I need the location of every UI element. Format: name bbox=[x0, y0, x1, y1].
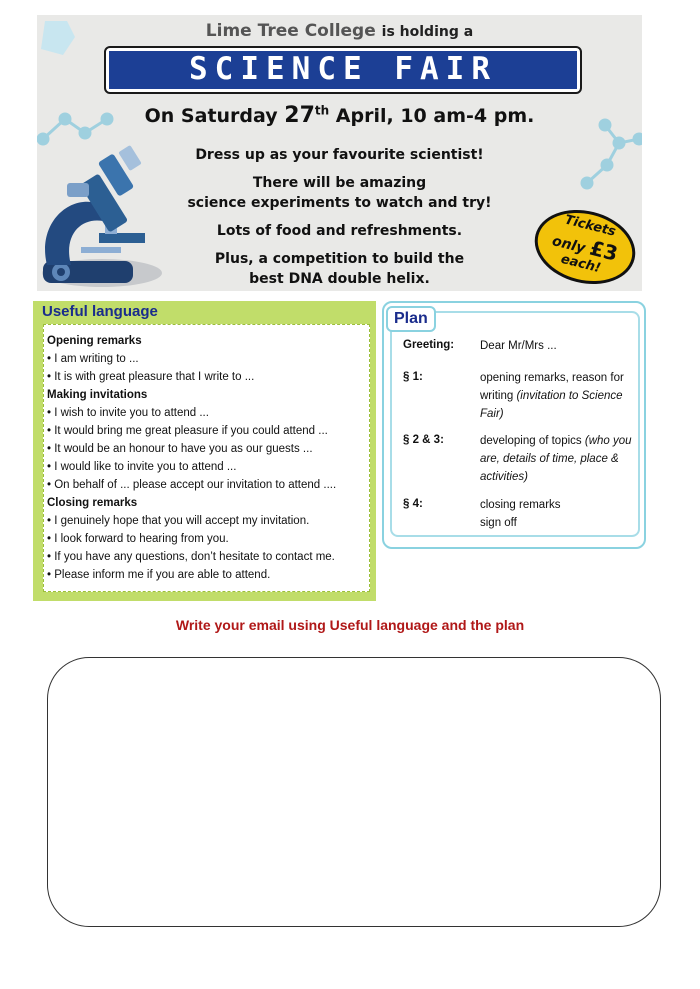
useful-language-header: Useful language bbox=[42, 303, 158, 320]
list-item: • It would bring me great pleasure if you could attend ... bbox=[47, 425, 328, 437]
date-rest: April, 10 am-4 pm. bbox=[335, 105, 535, 127]
writing-instruction: Write your email using Useful language and the plan bbox=[175, 617, 525, 633]
holding-text: is holding a bbox=[381, 24, 474, 40]
poster-line: best DNA double helix. bbox=[249, 271, 430, 287]
useful-language-box bbox=[33, 301, 376, 601]
poster-intro bbox=[37, 21, 642, 41]
poster-line: Dress up as your favourite scientist! bbox=[195, 147, 484, 163]
plan-text-p23 bbox=[480, 432, 635, 486]
plan-label-greeting: Greeting: bbox=[403, 339, 455, 351]
date-suffix: th bbox=[314, 103, 330, 118]
plan-note: (invitation to Science Fair) bbox=[480, 390, 623, 420]
poster-line: science experiments to watch and try! bbox=[187, 195, 492, 211]
plan-label-p1: § 1: bbox=[403, 371, 423, 383]
list-item: • It is with great pleasure that I write to ... bbox=[47, 371, 254, 383]
plan-text-signoff: sign off bbox=[480, 517, 517, 529]
date-day: 27 bbox=[284, 103, 315, 128]
ticket-price: £3 bbox=[587, 235, 621, 266]
fair-banner bbox=[104, 46, 582, 94]
fair-date bbox=[37, 103, 642, 128]
college-name: Lime Tree College bbox=[205, 21, 376, 41]
list-item: • Please inform me if you are able to attend. bbox=[47, 569, 270, 581]
ticket-only: only bbox=[550, 233, 587, 257]
useful-language-panel bbox=[43, 324, 370, 592]
poster-line: Plus, a competition to build the bbox=[214, 251, 465, 267]
ticket-line3: each! bbox=[559, 251, 603, 277]
fair-title: SCIENCE FAIR bbox=[109, 51, 577, 89]
opening-remarks-title: Opening remarks bbox=[47, 335, 142, 347]
plan-note: (who you are, details of time, place & activities) bbox=[480, 435, 632, 483]
ticket-line1: Tickets bbox=[563, 212, 618, 240]
list-item: • If you have any questions, don’t hesitate to contact me. bbox=[47, 551, 335, 563]
poster-line: Lots of food and refreshments. bbox=[216, 223, 463, 239]
plan-box bbox=[382, 301, 646, 549]
list-item: • I look forward to hearing from you. bbox=[47, 533, 229, 545]
closing-remarks-title: Closing remarks bbox=[47, 497, 138, 509]
science-fair-poster bbox=[37, 15, 642, 291]
plan-header: Plan bbox=[386, 306, 436, 332]
list-item: • I would like to invite you to attend ... bbox=[47, 461, 236, 473]
plan-label-p4: § 4: bbox=[403, 498, 423, 510]
plan-text-greeting bbox=[480, 337, 635, 355]
plan-text-p4 bbox=[480, 496, 635, 532]
plan-text: opening remarks, reason for writing bbox=[480, 372, 624, 402]
plan-text-p1 bbox=[480, 369, 635, 423]
making-invitations-title: Making invitations bbox=[47, 389, 148, 401]
plan-text: Dear Mr/Mrs ... bbox=[480, 340, 557, 352]
plan-label-p23: § 2 & 3: bbox=[403, 434, 444, 446]
list-item: • On behalf of ... please accept our invitation to attend .... bbox=[47, 479, 336, 491]
list-item: • I genuinely hope that you will accept my invitation. bbox=[47, 515, 309, 527]
email-answer-box[interactable] bbox=[47, 657, 661, 927]
date-prefix: On Saturday bbox=[144, 105, 278, 127]
poster-line: There will be amazing bbox=[252, 175, 427, 191]
list-item: • I am writing to ... bbox=[47, 353, 139, 365]
list-item: • It would be an honour to have you as our guests ... bbox=[47, 443, 313, 455]
plan-text: closing remarks bbox=[480, 499, 561, 511]
list-item: • I wish to invite you to attend ... bbox=[47, 407, 209, 419]
plan-text: developing of topics bbox=[480, 435, 582, 447]
